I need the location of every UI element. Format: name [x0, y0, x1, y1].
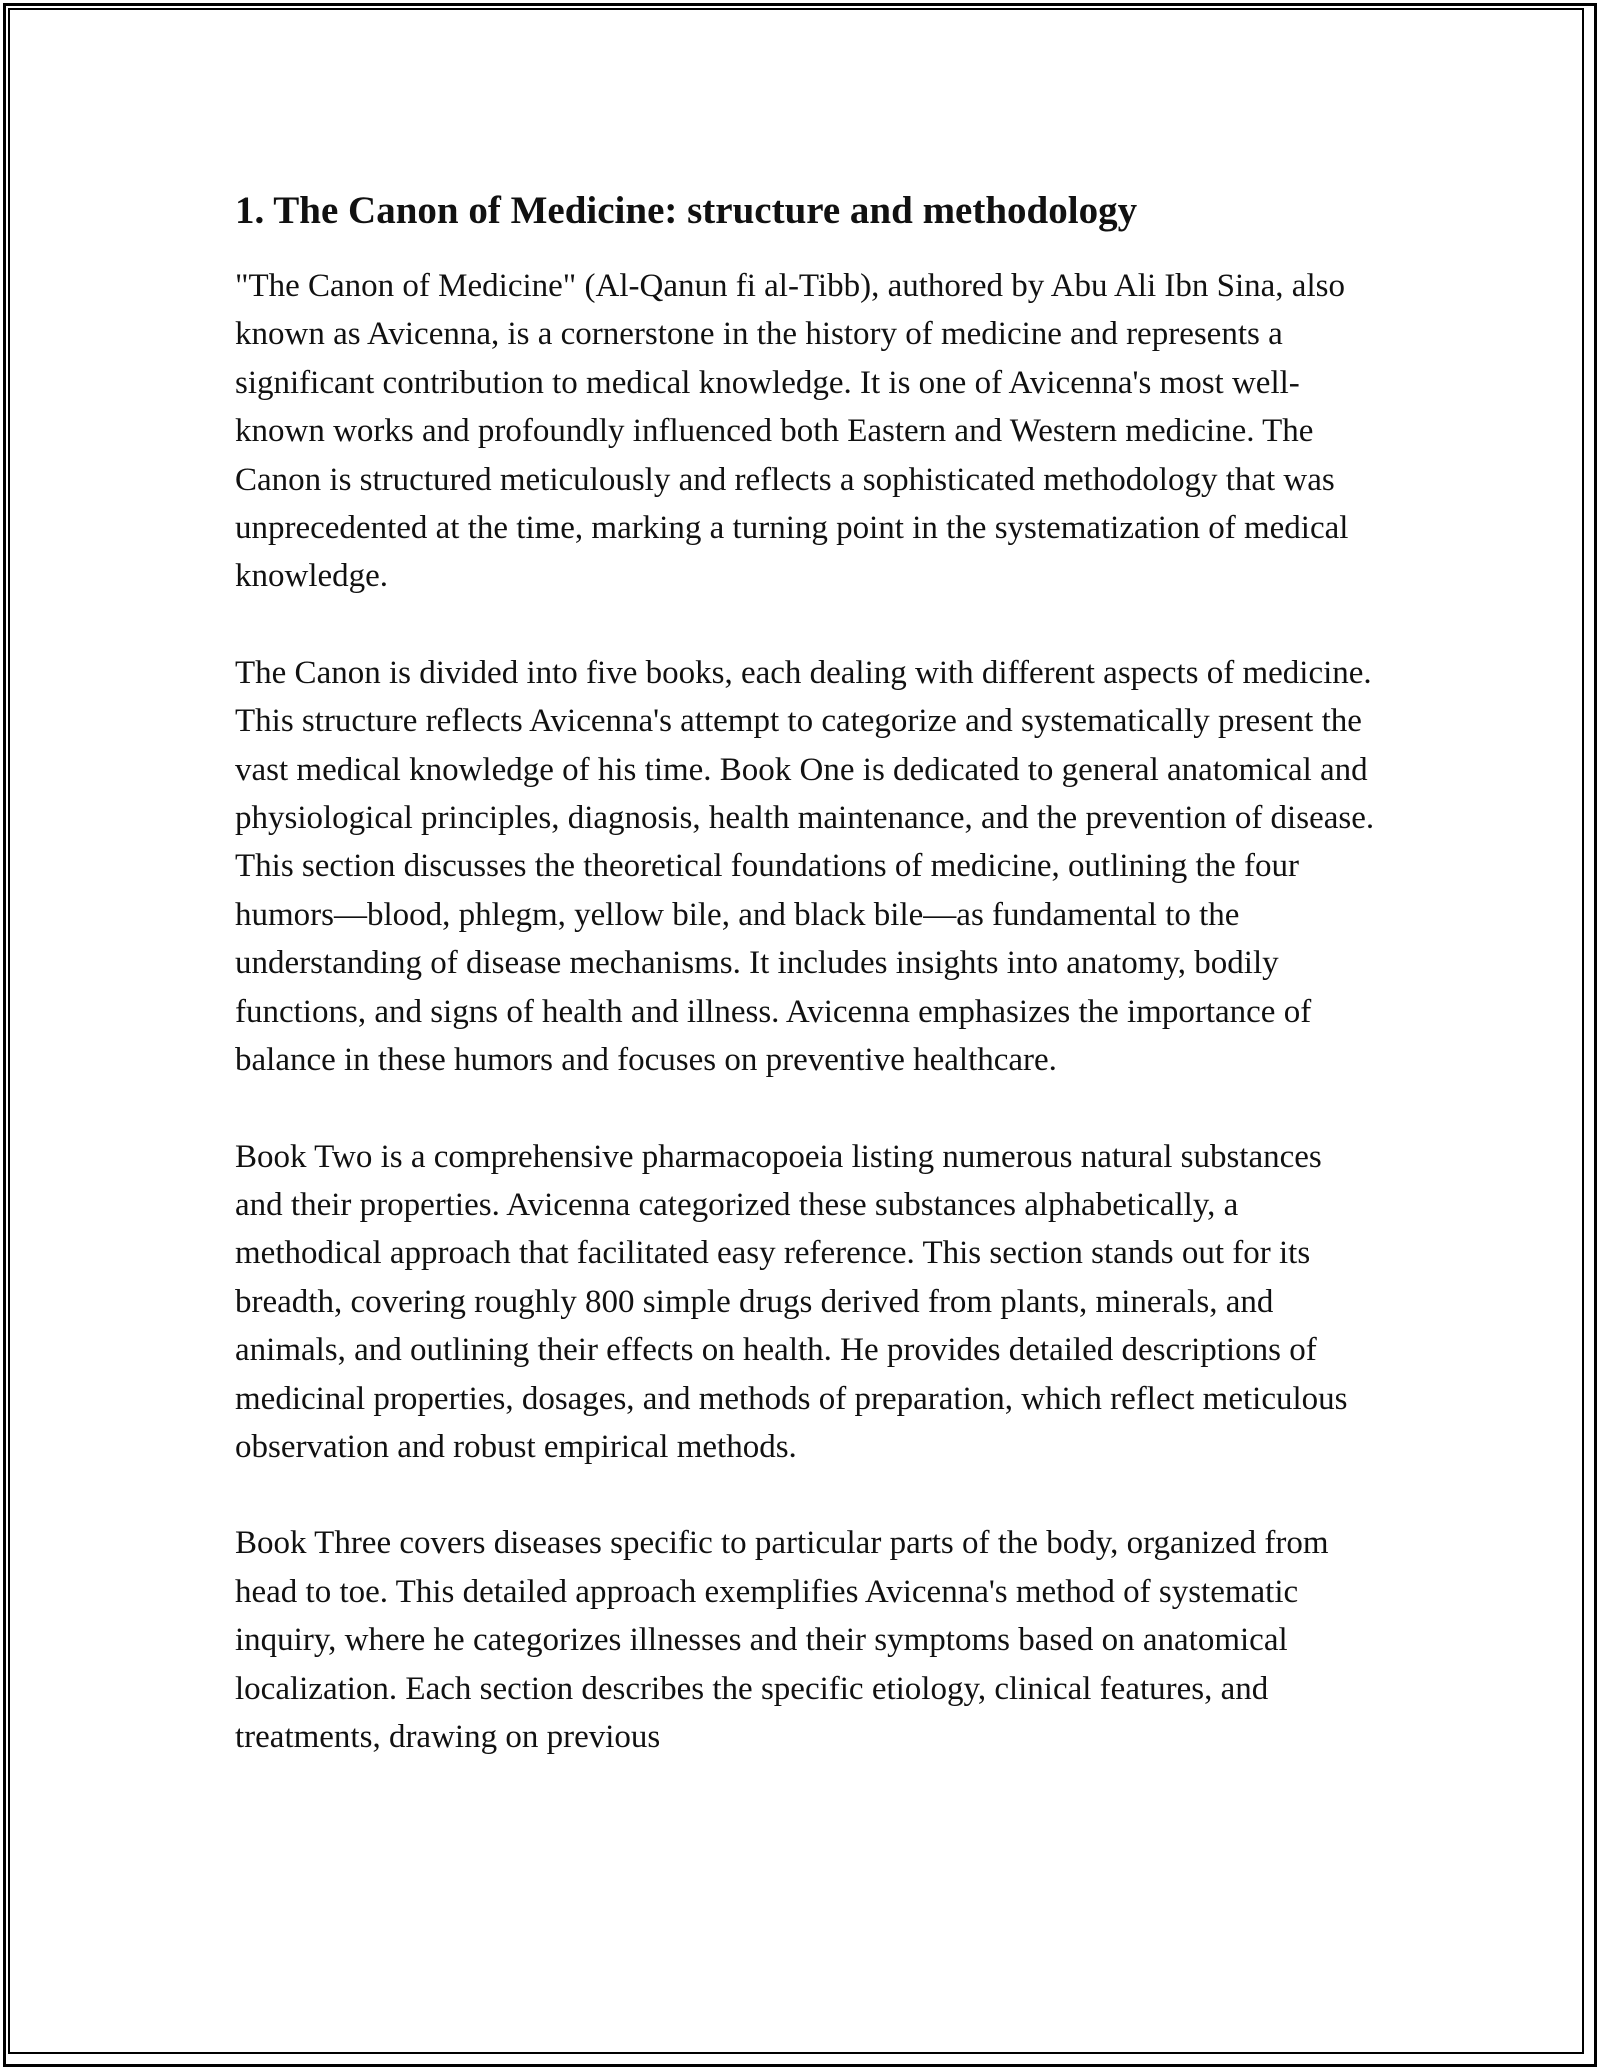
section-heading: 1. The Canon of Medicine: structure and methodology — [235, 189, 1138, 232]
paragraph-book-one: The Canon is divided into five books, each dealing with different aspects of medicine. This structure reflects Avicenna's attempt to categorize and systematically present the vast medical knowledge of his time. Book One is dedicated to general anatomical and physiological principles, diagnosis, health maintenance, and the prevention of disease. This section discusses the theoretical foundations of medicine, outlining the four humors—blood, phlegm, yellow bile, and black bile—as fundamental to the understanding of disease mechanisms. It includes insights into anatomy, bodily functions, and signs of health and illness. Avicenna emphasizes the importance of balance in these humors and focuses on preventive healthcare. — [235, 654, 1375, 1079]
paragraph-book-two: Book Two is a comprehensive pharmacopoeia listing numerous natural substances and their properties. Avicenna categorized these substances alphabetically, a methodical approach that facilitated easy reference. This section stands out for its breadth, covering roughly 800 simple drugs derived from plants, minerals, and animals, and outlining their effects on health. He provides detailed descriptions of medicinal properties, dosages, and methods of preparation, which reflect meticulous observation and robust empirical methods. — [235, 1138, 1348, 1465]
paragraph-intro: "The Canon of Medicine" (Al-Qanun fi al-Tibb), authored by Abu Ali Ibn Sina, also known as Avicenna, is a cornerstone in the history of medicine and represents a significant contribution to medical knowledge. It is one of Avicenna's most well-known works and profoundly influenced both Eastern and Western medicine. The Canon is structured meticulously and reflects a sophisticated methodology that was unprecedented at the time, marking a turning point in the systematization of medical knowledge. — [235, 268, 1349, 595]
document-body — [235, 186, 1375, 1809]
paragraph-book-three: Book Three covers diseases specific to particular parts of the body, organized from head to toe. This detailed approach exemplifies Avicenna's method of systematic inquiry, where he categorizes illnesses and their symptoms based on anatomical localization. Each section describes the specific etiology, clinical features, and treatments, drawing on previous — [235, 1525, 1329, 1755]
